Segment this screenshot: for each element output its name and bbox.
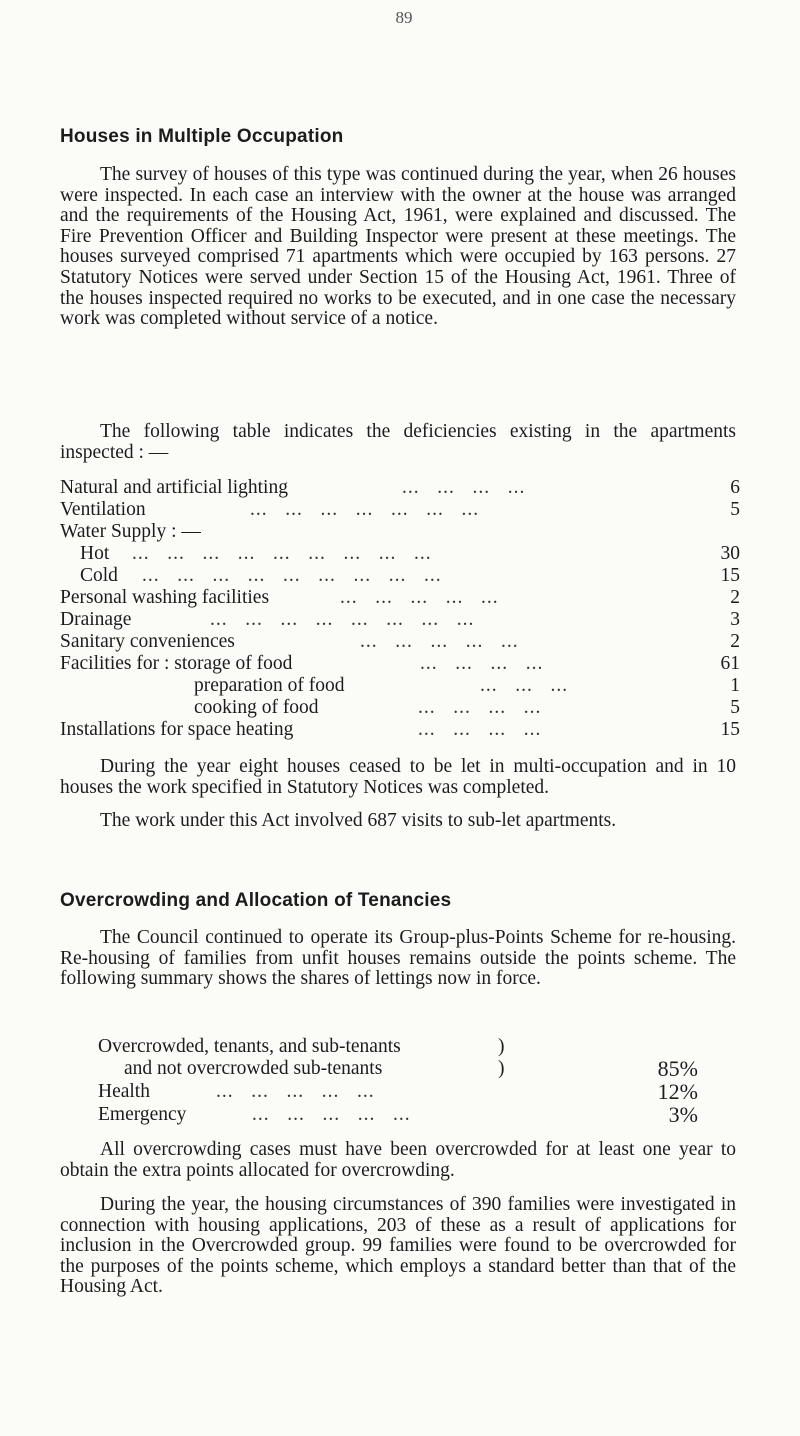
row-label: Personal washing facilities <box>60 587 270 608</box>
row-value: 61 <box>720 653 740 674</box>
visits-paragraph: The work under this Act involved 687 visits to sub-let apartments. <box>100 810 617 831</box>
row-value: 5 <box>730 697 740 718</box>
overcrowding-duration-paragraph: All overcrowding cases must have been overcrowded for at least one year to obtain the extra points allocated for overcrowding. <box>60 1139 736 1181</box>
row-label: Ventilation <box>60 499 146 520</box>
row-label: Natural and artificial lighting <box>60 477 288 498</box>
leader-dots: ... ... ... ... <box>418 719 542 740</box>
row-label: and not overcrowded sub-tenants <box>124 1058 383 1079</box>
leader-dots: ... ... ... ... ... <box>216 1081 375 1102</box>
row-value: 2 <box>730 631 740 652</box>
section-heading-multiple-occupation: Houses in Multiple Occupation <box>60 126 344 147</box>
leader-dots: ... ... ... ... ... ... ... ... ... <box>132 543 432 564</box>
multi-occupation-paragraph: During the year eight houses ceased to be let in multi-occupation and in 10 houses the work specified in Statutory Notices was completed. <box>60 756 736 798</box>
row-value: 2 <box>730 587 740 608</box>
row-value: 1 <box>730 675 740 696</box>
row-label: Health <box>98 1081 150 1102</box>
leader-dots: ... ... ... ... ... <box>360 631 519 652</box>
leader-dots: ... ... ... ... ... ... ... <box>250 499 480 520</box>
table-intro-paragraph: The following table indicates the deficiencies existing in the apartments inspected : — <box>60 421 736 463</box>
leader-dots: ... ... ... ... ... <box>340 587 499 608</box>
bracket-symbol: ) <box>498 1058 505 1079</box>
leader-dots: ... ... ... ... <box>418 697 542 718</box>
row-label: Installations for space heating <box>60 719 294 740</box>
row-label: Water Supply : — <box>60 521 201 542</box>
survey-paragraph: The survey of houses of this type was continued during the year, when 26 houses were inspected. In each case an interview with the owner at the house was arranged and the requirements of the Housing Act, 1961, were explained and discussed. The Fire Prevention Officer and Building Inspector were present at these meetings. The houses surveyed comprised 71 apartments which were occupied by 163 persons. 27 Statutory Notices were served under Section 15 of the Housing Act, 1961. Three of the houses inspected required no works to be executed, and in one case the necessary work was completed without service of a notice. <box>60 164 736 330</box>
row-label: Overcrowded, tenants, and sub-tenants <box>98 1036 401 1057</box>
row-value: 15 <box>720 719 740 740</box>
row-label: preparation of food <box>194 675 345 696</box>
leader-dots: ... ... ... ... ... ... ... ... ... <box>142 565 442 586</box>
row-value: 30 <box>720 543 740 564</box>
row-value: 5 <box>730 499 740 520</box>
row-label: Drainage <box>60 609 132 630</box>
section-heading-overcrowding: Overcrowding and Allocation of Tenancies <box>60 890 452 911</box>
row-value: 15 <box>720 565 740 586</box>
leader-dots: ... ... ... <box>480 675 569 696</box>
page-number: 89 <box>395 8 413 27</box>
row-value: 3% <box>668 1102 698 1127</box>
leader-dots: ... ... ... ... ... ... ... ... <box>210 609 475 630</box>
row-label: Sanitary conveniences <box>60 631 235 652</box>
row-label: Facilities for : storage of food <box>60 653 293 674</box>
row-value: 12% <box>657 1079 698 1104</box>
row-value: 85% <box>657 1056 698 1081</box>
row-label: Cold <box>80 565 118 586</box>
row-value: 3 <box>730 609 740 630</box>
row-label: Emergency <box>98 1104 187 1125</box>
row-label: cooking of food <box>194 697 319 718</box>
leader-dots: ... ... ... ... <box>420 653 544 674</box>
row-label: Hot <box>80 543 110 564</box>
leader-dots: ... ... ... ... ... <box>252 1104 411 1125</box>
rehousing-paragraph: The Council continued to operate its Group-plus-Points Scheme for re-housing. Re-housing of families from unfit houses remains outside the points scheme. The following summary shows the shares of lettings now in force. <box>60 927 736 990</box>
row-value: 6 <box>730 477 740 498</box>
investigations-paragraph: During the year, the housing circumstances of 390 families were investigated in connection with housing applications, 203 of these as a result of applications for inclusion in the Overcrowded group. 99 families were found to be overcrowded for the purposes of the points scheme, which employs a standard better than that of the Housing Act. <box>60 1194 736 1298</box>
leader-dots: ... ... ... ... <box>402 477 526 498</box>
bracket-symbol: ) <box>498 1036 505 1057</box>
